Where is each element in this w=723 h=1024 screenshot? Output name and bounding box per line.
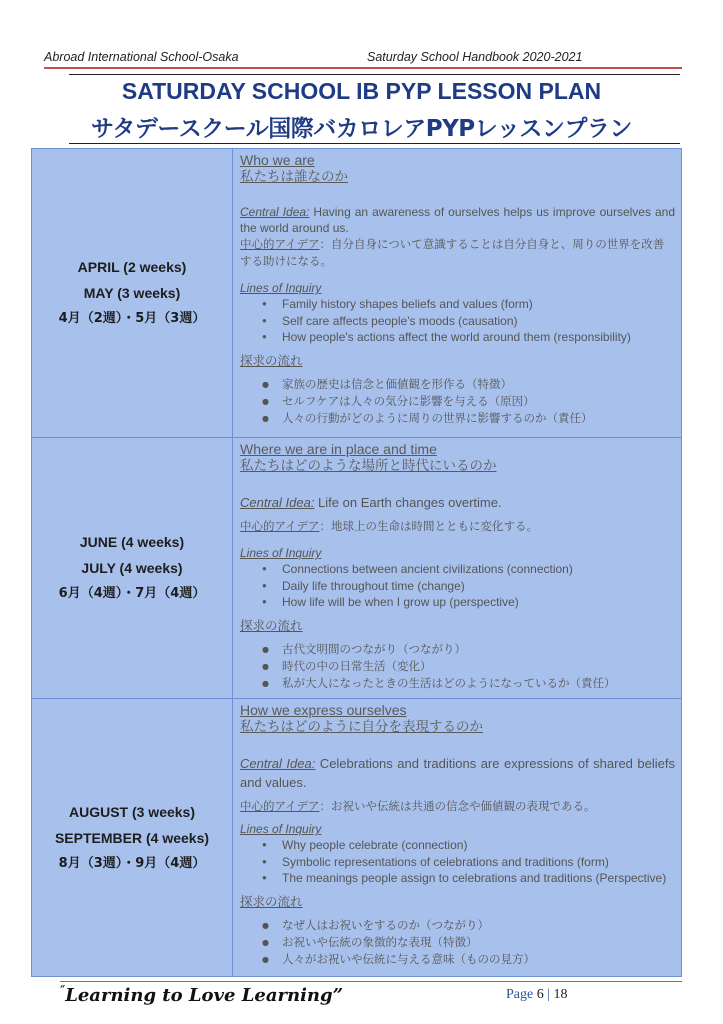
inquiry-flow-label: 探求の流れ	[240, 617, 303, 633]
central-idea-ja-text: ：地球上の生命は時間とともに変化する。	[319, 519, 538, 533]
list-item: ● Why people celebrate (connection)	[262, 837, 675, 854]
central-idea-text: Celebrations and traditions are expressions of shared beliefs and values.	[240, 756, 675, 790]
unit-row	[32, 438, 682, 699]
inquiry-flow-label: 探求の流れ	[240, 352, 303, 368]
list-item: ● 時代の中の日常生活（変化）	[262, 658, 675, 675]
title-japanese: サタデースクール国際バカロレアPYPレッスンプラン	[91, 116, 632, 142]
central-idea-ja	[240, 798, 675, 815]
open-quote: “	[60, 985, 66, 995]
unit-content-cell	[233, 438, 682, 699]
period-line-ja: 4月（2週）・5月（3週）	[58, 311, 206, 326]
unit-row	[32, 149, 682, 438]
list-item: ● セルフケアは人々の気分に影響を与える（原因）	[262, 393, 675, 410]
central-idea-ja-text: ：お祝いや伝統は共通の信念や価値観の表現である。	[319, 799, 596, 813]
period-line: SEPTEMBER (4 weeks)	[54, 829, 210, 846]
page-label: Page	[506, 987, 534, 1002]
central-idea-label: Central Idea:	[240, 756, 316, 771]
school-name: Abroad International School-Osaka	[44, 50, 239, 64]
page-current: 6	[536, 987, 544, 1002]
central-idea-ja	[240, 236, 675, 270]
list-item: ● The meanings people assign to celebrations and traditions (Perspective)	[262, 870, 675, 887]
title-rule-bottom	[69, 143, 680, 144]
period-line: MAY (3 weeks)	[83, 285, 181, 301]
period-line-ja: 6月（4週）・7月（4週）	[58, 586, 206, 601]
list-item: ● 人々の行動がどのように周りの世界に影響するのか（責任）	[262, 410, 675, 427]
central-idea-label: Central Idea:	[240, 205, 310, 219]
list-item: ● 家族の歴史は信念と価値観を形作る（特徴）	[262, 376, 675, 393]
lines-of-inquiry-list	[240, 837, 675, 887]
list-item: ● 私が大人になったときの生活はどのようになっているか（責任）	[262, 675, 675, 692]
theme-english: How we express ourselves	[240, 702, 407, 718]
list-item: ● How people's actions affect the world around them (responsibility)	[262, 329, 675, 346]
central-idea-ja	[240, 518, 675, 535]
central-idea-ja-label: 中心的アイデア	[240, 237, 320, 251]
period-cell	[32, 438, 233, 699]
page-number	[506, 987, 568, 1003]
period-line: APRIL (2 weeks)	[77, 259, 187, 275]
list-item: ● Symbolic representations of celebrations and traditions (form)	[262, 854, 675, 871]
title-rule-top	[69, 74, 680, 75]
central-idea-ja-text: ：自分自身について意識することは自分自身と、周りの世界を改善する助けになる。	[240, 237, 665, 268]
unit-row	[32, 699, 682, 977]
period-line-ja: 8月（3週）・9月（4週）	[58, 855, 206, 871]
page-separator: |	[547, 987, 551, 1002]
central-idea-ja-label: 中心的アイデア	[240, 799, 320, 813]
period-cell	[32, 699, 233, 977]
lines-of-inquiry-label: Lines of Inquiry	[240, 281, 322, 295]
list-item: ● How life will be when I grow up (perspective)	[262, 594, 675, 611]
handbook-title: Saturday School Handbook 2020-2021	[367, 50, 583, 64]
lines-of-inquiry-list	[240, 561, 675, 611]
period-cell	[32, 149, 233, 438]
footer-divider	[60, 981, 682, 982]
lines-of-inquiry-list	[240, 296, 675, 346]
inquiry-flow-list	[240, 376, 675, 427]
unit-content-cell	[233, 149, 682, 438]
central-idea	[240, 204, 675, 236]
central-idea-label: Central Idea:	[240, 495, 315, 510]
list-item: ● 古代文明間のつながり（つながり）	[262, 641, 675, 658]
lines-of-inquiry-label: Lines of Inquiry	[240, 822, 322, 836]
list-item: ● Daily life throughout time (change)	[262, 578, 675, 595]
motto-text: Learning to Love Learning”	[65, 985, 343, 1006]
list-item: ● Connections between ancient civilizations (connection)	[262, 561, 675, 578]
theme-english: Who we are	[240, 152, 315, 168]
lines-of-inquiry-label: Lines of Inquiry	[240, 546, 322, 560]
inquiry-flow-list	[240, 917, 675, 968]
footer-motto	[60, 985, 343, 1006]
period-line: JULY (4 weeks)	[81, 560, 183, 576]
central-idea-text: Life on Earth changes overtime.	[314, 495, 502, 510]
central-idea-ja-label: 中心的アイデア	[240, 519, 320, 533]
inquiry-flow-list	[240, 641, 675, 692]
header-divider	[44, 67, 682, 69]
unit-content-cell	[233, 699, 682, 977]
central-idea	[240, 493, 675, 512]
central-idea	[240, 754, 675, 792]
theme-japanese: 私たちは誰なのか	[240, 169, 348, 185]
theme-english: Where we are in place and time	[240, 441, 437, 457]
theme-japanese: 私たちはどのような場所と時代にいるのか	[240, 458, 497, 474]
list-item: ● お祝いや伝統の象徴的な表現（特徴）	[262, 934, 675, 951]
list-item: ● Family history shapes beliefs and values (form)	[262, 296, 675, 313]
list-item: ● 人々がお祝いや伝統に与える意味（ものの見方）	[262, 951, 675, 968]
inquiry-flow-label: 探求の流れ	[240, 893, 303, 909]
page-total: 18	[553, 987, 568, 1002]
period-line: JUNE (4 weeks)	[79, 534, 185, 550]
list-item: ● なぜ人はお祝いをするのか（つながり）	[262, 917, 675, 934]
title-english: SATURDAY SCHOOL IB PYP LESSON PLAN	[121, 78, 602, 104]
central-idea-text: Having an awareness of ourselves helps us improve ourselves and the world around us.	[240, 205, 675, 235]
list-item: ● Self care affects people's moods (causation)	[262, 313, 675, 330]
theme-japanese: 私たちはどのように自分を表現するのか	[240, 719, 483, 735]
period-line: AUGUST (3 weeks)	[68, 803, 196, 820]
page-header	[44, 50, 679, 68]
lesson-plan-table	[31, 148, 682, 977]
